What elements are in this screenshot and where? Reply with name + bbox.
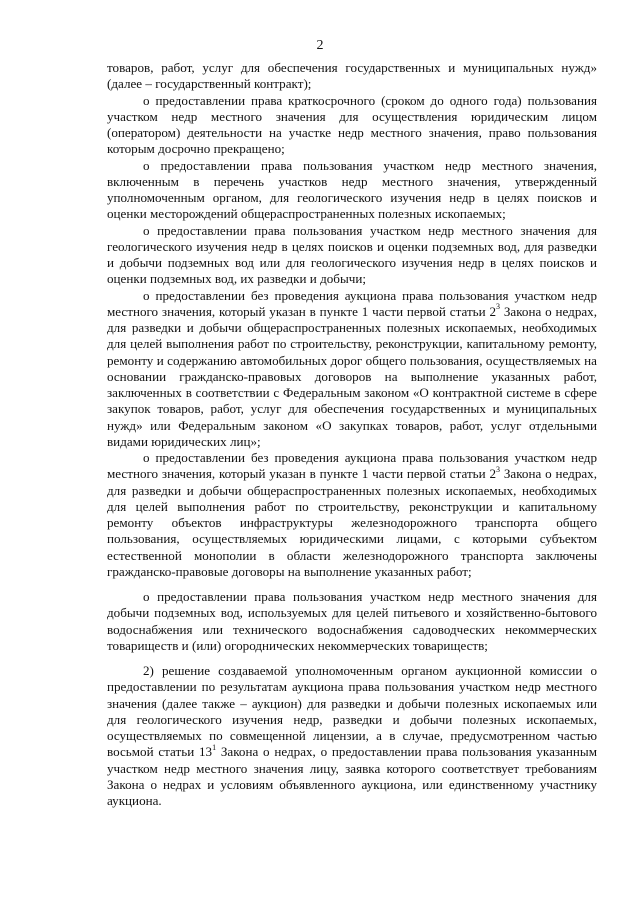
paragraph-text: Закона о недрах, для разведки и добычи общераспространенных полезных ископаемых, необходимых для целей выполнения работ по строительству, реконструкции и капитальному ремонту объектов инфраструктуры железнодорожного транспорта общего пользования, осуществляемых юридическими лицами, с которыми субъектом естественной монополии в области железнодорожного транспорта заключены гражданско-правовые договоры на выполнение указанных работ; xyxy=(107,466,597,579)
paragraph-text: 2) решение создаваемой уполномоченным органом аукционной комиссии о предоставлении по результатам аукциона права пользования участком недр местного значения (далее также – аукцион) для разведки и добычи полезных ископаемых или для геологического изучения недр, разведки и добычи полезных ископаемых, осуществляемых по совмещенной лицензии, а в случае, предусмотренном частью восьмой статьи 13 xyxy=(107,663,597,760)
document-body xyxy=(107,60,597,809)
paragraph xyxy=(107,450,597,580)
superscript: 1 xyxy=(212,742,217,752)
paragraph-text: о предоставлении без проведения аукциона права пользования участком недр местного значения, который указан в пункте 1 части первой статьи 2 xyxy=(107,450,597,482)
superscript: 3 xyxy=(496,464,501,474)
paragraph: о предоставлении права пользования участком недр местного значения для геологического изучения недр в целях поисков и оценки подземных вод, для разведки и добычи подземных вод или для геологического изучения недр в целях поисков и оценки подземных вод, их разведки и добычи; xyxy=(107,222,597,287)
page-number: 2 xyxy=(316,38,324,53)
paragraph-text: о предоставлении без проведения аукциона права пользования участком недр местного значения, который указан в пункте 1 части первой статьи 2 xyxy=(107,287,597,319)
paragraph: о предоставлении права пользования участком недр местного значения для добычи подземных вод, используемых для целей питьевого и хозяйственно-бытового водоснабжения или технического водоснабжения садоводческих некоммерческих товариществ и (или) огороднических некоммерческих товариществ; xyxy=(107,589,597,653)
paragraph-continuation: товаров, работ, услуг для обеспечения государственных и муниципальных нужд» (далее – государственный контракт); xyxy=(107,60,597,92)
paragraph: о предоставлении права пользования участком недр местного значения, включенным в перечень участков недр местного значения, утвержденный уполномоченным органом, для геологического изучения недр в целях поисков и оценки месторождений общераспространенных полезных ископаемых; xyxy=(107,157,597,222)
paragraph: о предоставлении права краткосрочного (сроком до одного года) пользования участком недр местного значения для осуществления юридическим лицом (оператором) деятельности на участке недр местного значения, право пользования которым досрочно прекращено; xyxy=(107,92,597,157)
superscript: 3 xyxy=(496,302,501,312)
paragraph xyxy=(107,663,597,809)
paragraph-text: Закона о недрах, о предоставлении права пользования указанным участком недр местного значения лицу, заявка которого соответствует требованиям Закона о недрах и условиям объявленного аукциона, или единственному участнику аукциона. xyxy=(107,744,597,808)
paragraph-text: Закона о недрах, для разведки и добычи общераспространенных полезных ископаемых, необходимых для целей выполнения работ по строительству, реконструкции, капитальному ремонту, ремонту и содержанию автомобильных дорог общего пользования, осуществляемых на основании гражданско-правовых договоров на выполнение указанных работ, заключенных в соответствии с Федеральным законом «О контрактной системе в сфере закупок товаров, работ, услуг для обеспечения государственных и муниципальных нужд» или Федеральным законом «О закупках товаров, работ, услуг отдельными видами юридических лиц»; xyxy=(107,303,597,449)
paragraph xyxy=(107,288,597,451)
